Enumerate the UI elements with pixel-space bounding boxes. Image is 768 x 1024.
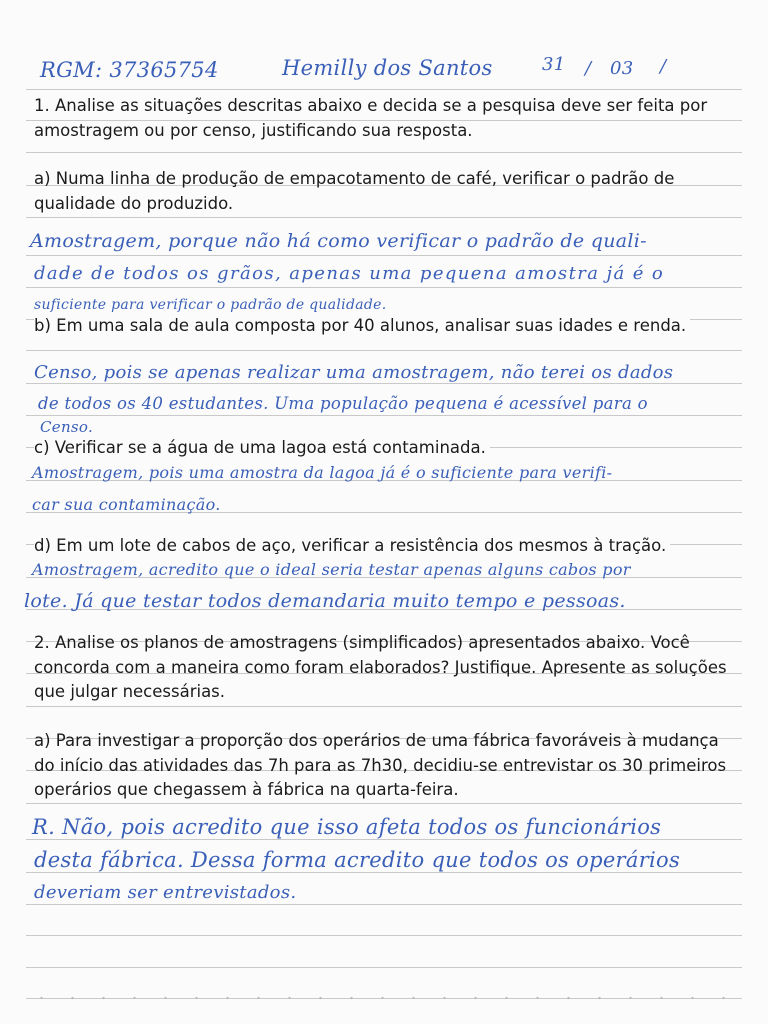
page-bottom-dots xyxy=(26,996,742,1000)
answer-1c-line-1: Amostragem, pois uma amostra da lagoa já é o suficiente para verifi- xyxy=(32,463,613,482)
answer-1b-line-2: de todos os 40 estudantes. Uma população pequena é acessível para o xyxy=(38,394,648,413)
date-separator: / xyxy=(585,58,592,79)
ruled-line xyxy=(26,287,742,288)
date-day: 31 xyxy=(542,54,566,75)
ruled-line xyxy=(26,706,742,707)
question-2a-prompt: a) Para investigar a proporção dos operários de uma fábrica favoráveis à mudança do início das atividades das 7h para as 7h30, decidiu-se entrevistar os 30 primeiros operários que chegassem à fábrica na quarta-feira. xyxy=(34,731,727,799)
ruled-line xyxy=(26,217,742,218)
student-name-handwritten: Hemilly dos Santos xyxy=(282,56,493,80)
ruled-line xyxy=(26,967,742,968)
answer-1a-line-3: suficiente para verificar o padrão de qualidade. xyxy=(34,297,387,313)
ruled-line xyxy=(26,152,742,153)
answer-1b-line-1: Censo, pois se apenas realizar uma amostragem, não terei os dados xyxy=(34,362,674,383)
answer-1a-line-1: Amostragem, porque não há como verificar o padrão de quali- xyxy=(30,230,647,252)
ruled-line xyxy=(26,803,742,804)
answer-2a-line-1: R. Não, pois acredito que isso afeta todos os funcionários xyxy=(32,815,662,839)
answer-2a-line-2: desta fábrica. Dessa forma acredito que todos os operários xyxy=(34,848,681,872)
ruled-line xyxy=(26,415,742,416)
question-1b-prompt: b) Em uma sala de aula composta por 40 alunos, analisar suas idades e renda. xyxy=(34,314,690,339)
rgm-handwritten: RGM: 37365754 xyxy=(40,58,219,82)
question-2-prompt: 2. Analise os planos de amostragens (simplificados) apresentados abaixo. Você concorda com a maneira como foram elaborados? Justifique. Apresente as soluções que julgar necessárias. xyxy=(34,633,727,701)
ruled-line xyxy=(26,350,742,351)
question-1d-prompt: d) Em um lote de cabos de aço, verificar a resistência dos mesmos à tração. xyxy=(34,534,670,559)
answer-1c-line-2: car sua contaminação. xyxy=(32,495,221,514)
answer-2a-line-3: deveriam ser entrevistados. xyxy=(34,882,297,903)
answer-1d-line-1: Amostragem, acredito que o ideal seria testar apenas alguns cabos por xyxy=(32,560,631,579)
answer-1b-line-3: Censo. xyxy=(40,418,94,436)
ruled-line xyxy=(26,89,742,90)
date-separator: / xyxy=(660,56,667,77)
question-1a-prompt: a) Numa linha de produção de empacotamento de café, verificar o padrão de qualidade do produzido. xyxy=(34,169,675,213)
date-month: 03 xyxy=(610,58,634,79)
ruled-line xyxy=(26,383,742,384)
ruled-line xyxy=(26,872,742,873)
ruled-line xyxy=(26,255,742,256)
question-1c-prompt: c) Verificar se a água de uma lagoa está contaminada. xyxy=(34,436,490,461)
answer-1a-line-2: dade de todos os grãos, apenas uma pequena amostra já é o xyxy=(34,263,665,284)
ruled-line xyxy=(26,839,742,840)
question-1-prompt: 1. Analise as situações descritas abaixo e decida se a pesquisa deve ser feita por amostragem ou por censo, justificando sua resposta. xyxy=(34,96,708,140)
ruled-line xyxy=(26,904,742,905)
ruled-line xyxy=(26,935,742,936)
answer-1d-line-2: lote. Já que testar todos demandaria muito tempo e pessoas. xyxy=(24,590,626,612)
